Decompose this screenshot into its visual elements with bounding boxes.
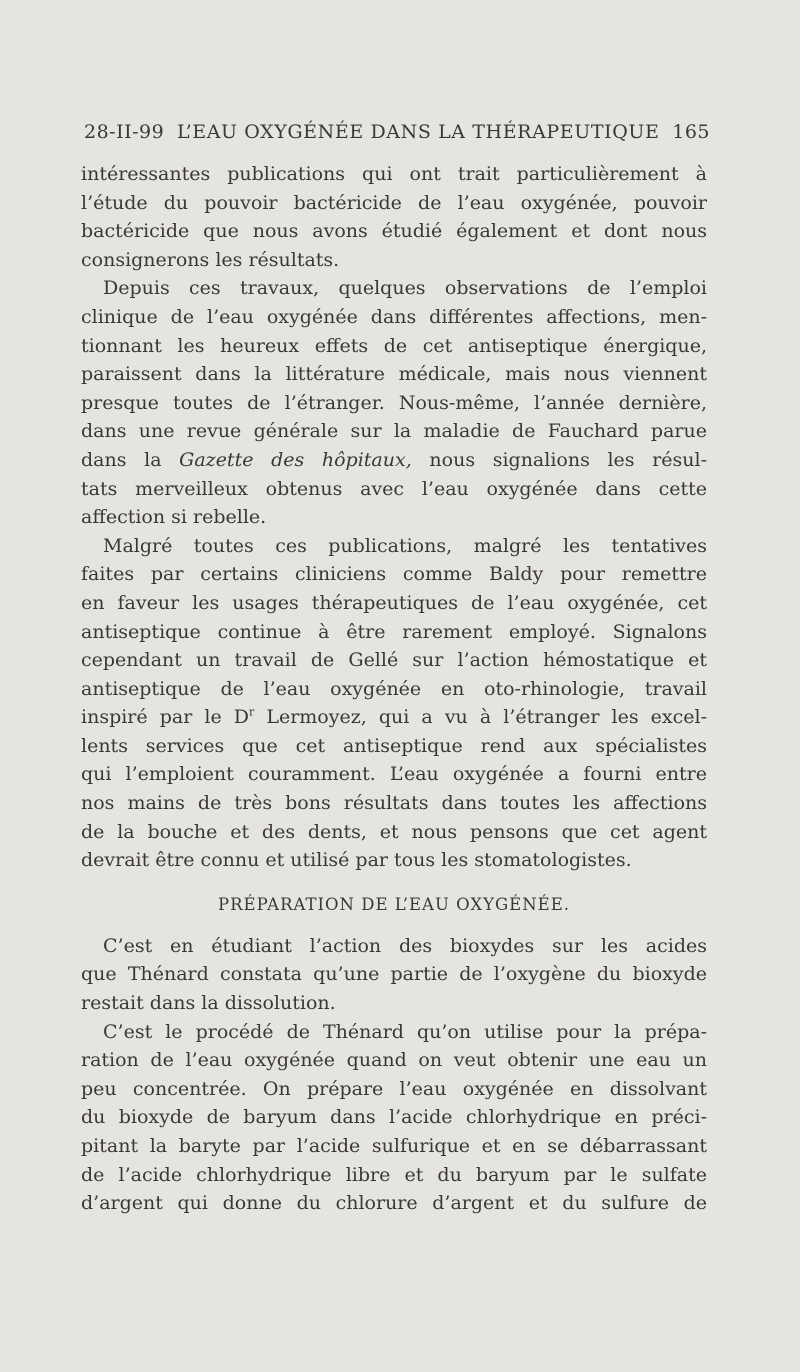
- paragraph-1: [81, 160, 707, 274]
- text-line: nos mains de très bons résultats dans toutes les affections: [81, 792, 707, 815]
- text-line: du bioxyde de baryum dans l’acide chlorhydrique en préci-: [81, 1106, 707, 1129]
- text-line: C’est le procédé de Thénard qu’on utilise pour la prépa-: [103, 1020, 707, 1043]
- text-line: de l’acide chlorhydrique libre et du baryum par le sulfate: [81, 1163, 707, 1186]
- text-line: tionnant les heureux effets de cet antiseptique énergique,: [81, 334, 707, 357]
- text-span: inspiré par le D: [81, 706, 249, 729]
- paragraph-4: [81, 932, 707, 1018]
- text-line: devrait être connu et utilisé par tous les stomatologistes.: [81, 849, 632, 872]
- text-line: paraissent dans la littérature médicale, mais nous viennent: [81, 363, 707, 386]
- superscript: r: [249, 705, 255, 719]
- text-line: d’argent qui donne du chlorure d’argent et du sulfure de: [81, 1192, 707, 1215]
- text-line: affection si rebelle.: [81, 506, 267, 529]
- text-span: nous signalions les résul-: [411, 448, 708, 471]
- text-line: pitant la baryte par l’acide sulfurique et en se débarrassant: [81, 1135, 707, 1157]
- text-line: en faveur les usages thérapeutiques de l’eau oxygénée, cet: [81, 591, 707, 614]
- text-line: antiseptique de l’eau oxygénée en oto-rhinologie, travail: [81, 677, 707, 700]
- text-line: peu concentrée. On prépare l’eau oxygénée en dissolvant: [81, 1077, 707, 1100]
- text-line: tats merveilleux obtenus avec l’eau oxygénée dans cette: [81, 477, 707, 500]
- text-line: Depuis ces travaux, quelques observations de l’emploi: [103, 277, 707, 300]
- text-line: de la bouche et des dents, et nous pensons que cet agent: [81, 820, 707, 843]
- text-line: antiseptique continue à être rarement employé. Signalons: [81, 620, 707, 643]
- text-line: l’étude du pouvoir bactéricide de l’eau oxygénée, pouvoir: [81, 191, 707, 214]
- paragraph-5: [81, 1018, 707, 1218]
- text-line: dans une revue générale sur la maladie de Fauchard parue: [81, 420, 707, 443]
- text-line-with-italic: [81, 446, 707, 475]
- running-header: [84, 121, 710, 143]
- text-line: faites par certains cliniciens comme Baldy pour remettre: [81, 563, 707, 586]
- text-line: intéressantes publications qui ont trait particulièrement à: [81, 163, 707, 185]
- text-line: lents services que cet antiseptique rend aux spécialistes: [81, 734, 707, 757]
- page-body: [81, 160, 707, 1218]
- text-line: qui l’emploient couramment. L’eau oxygénée a fourni entre: [81, 763, 707, 786]
- header-date: 28-II-99: [84, 121, 165, 143]
- section-heading: PRÉPARATION DE L’EAU OXYGÉNÉE.: [218, 894, 570, 914]
- text-span: Lermoyez, qui a vu à l’étranger les excel-: [254, 706, 707, 729]
- header-title: L’EAU OXYGÉNÉE DANS LA THÉRAPEUTIQUE: [176, 121, 660, 143]
- paragraph-2: [81, 274, 707, 531]
- text-line: que Thénard constata qu’une partie de l’oxygène du bioxyde: [81, 963, 707, 986]
- text-line: bactéricide que nous avons étudié également et dont nous: [81, 220, 707, 243]
- journal-title: Gazette des hôpitaux,: [179, 448, 412, 471]
- text-line: presque toutes de l’étranger. Nous-même, l’année dernière,: [81, 391, 707, 414]
- text-span: dans la: [81, 448, 180, 471]
- text-line: restait dans la dissolution.: [81, 992, 336, 1015]
- text-line-with-superscript: [81, 703, 707, 732]
- page-number: 165: [672, 121, 710, 143]
- text-line: cependant un travail de Gellé sur l’action hémostatique et: [81, 649, 707, 672]
- text-line: consignerons les résultats.: [81, 248, 340, 271]
- text-line: Malgré toutes ces publications, malgré les tentatives: [103, 534, 707, 557]
- paragraph-3: [81, 532, 707, 875]
- text-line: C’est en étudiant l’action des bioxydes sur les acides: [103, 934, 707, 957]
- text-line: ration de l’eau oxygénée quand on veut obtenir une eau un: [81, 1049, 707, 1072]
- text-line: clinique de l’eau oxygénée dans différentes affections, men-: [81, 305, 707, 328]
